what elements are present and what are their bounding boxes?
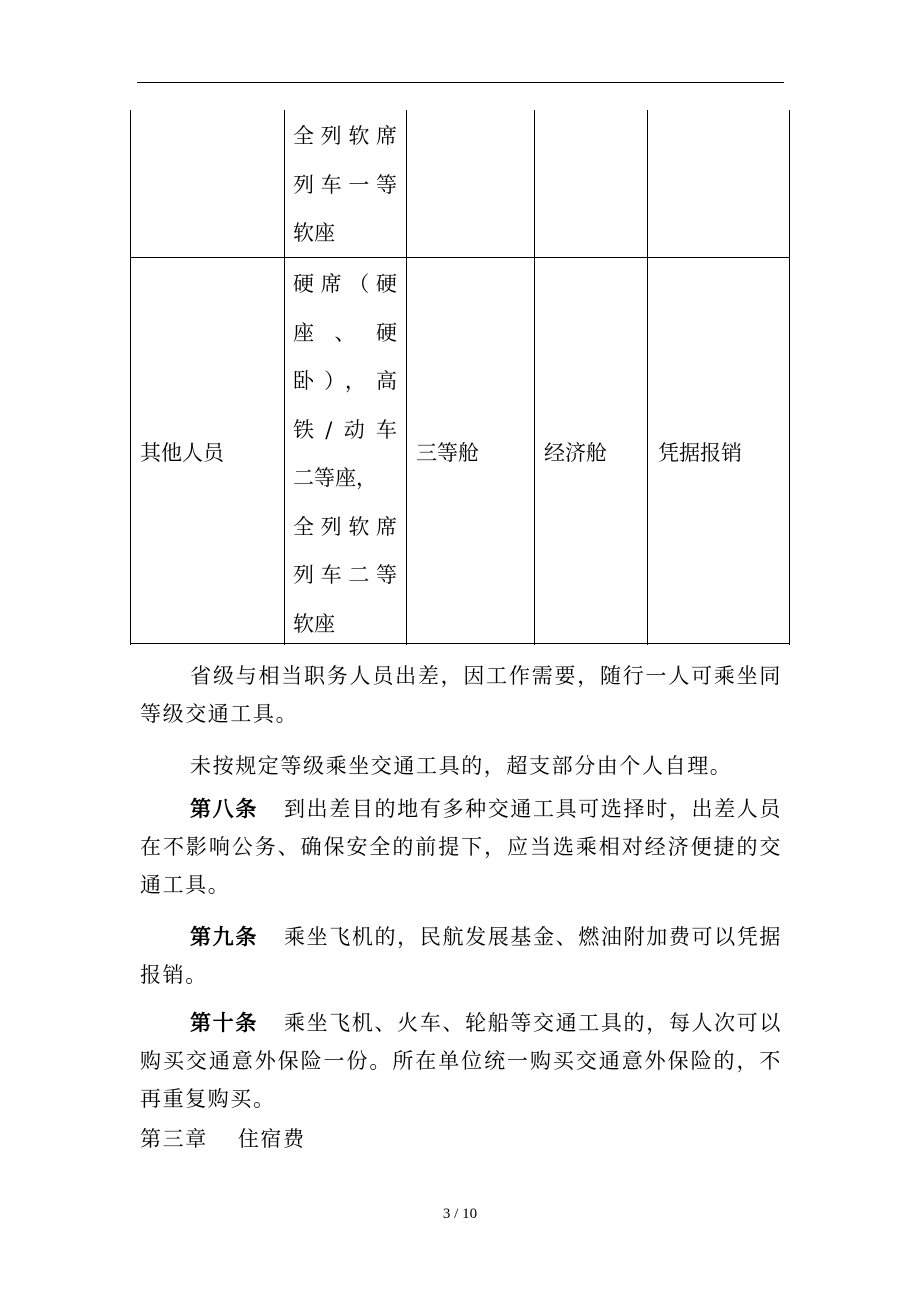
paragraph-text: 乘坐飞机、火车、轮船等交通工具的，每人次可以购买交通意外保险一份。所在单位统一购买交通意外保险的，不再重复购买。 <box>140 1011 782 1111</box>
table-cell-line: 二等座， <box>293 466 377 490</box>
table-cell-line: 全列软席 <box>293 514 397 539</box>
transport-standard-table <box>130 110 790 645</box>
article-heading: 第九条 <box>190 924 258 949</box>
table-border-right <box>789 110 790 645</box>
table-cell-plane: 经济舱 <box>544 441 607 465</box>
table-cell-line: 软座 <box>293 221 335 245</box>
table-cell-line: 列车一等 <box>293 172 397 197</box>
table-cell-line: 全列软席 <box>293 124 397 148</box>
paragraph-text: 省级与相当职务人员出差，因工作需要，随行一人可乘坐同等级交通工具。 <box>140 664 782 726</box>
paragraph <box>140 657 782 733</box>
table-border-bottom <box>130 643 790 644</box>
table-cell-line: 软座 <box>293 611 335 636</box>
table-cell-other: 凭据报销 <box>658 441 742 465</box>
table-row-divider <box>130 257 790 258</box>
article-10 <box>140 1004 782 1118</box>
table-cell-line: 列车二等 <box>293 563 397 587</box>
chapter-heading <box>140 1123 306 1153</box>
table-cell-line: 卧），高 <box>293 369 397 393</box>
table-cell-train-second-class <box>293 260 397 648</box>
article-heading: 第八条 <box>190 796 258 821</box>
paragraph-text: 到出差目的地有多种交通工具可选择时，出差人员在不影响公务、确保安全的前提下，应当选乘相对经济便捷的交通工具。 <box>140 797 782 897</box>
paragraph <box>140 747 782 785</box>
table-cell-ship: 三等舱 <box>416 441 479 465</box>
paragraph-text: 乘坐飞机的，民航发展基金、燃油附加费可以凭据报销。 <box>140 925 782 987</box>
table-col-divider <box>534 110 535 645</box>
article-9 <box>140 918 782 994</box>
chapter-title: 住宿费 <box>237 1127 306 1151</box>
table-cell-train-first-class <box>293 112 397 258</box>
page-number: 3 / 10 <box>442 1206 478 1222</box>
table-cell-role: 其他人员 <box>140 441 224 465</box>
table-cell-line: 硬席（硬 <box>293 272 397 296</box>
header-rule <box>137 82 784 83</box>
paragraph-text: 未按规定等级乘坐交通工具的，超支部分由个人自理。 <box>190 754 733 778</box>
table-col-divider <box>284 110 285 645</box>
article-heading: 第十条 <box>190 1010 258 1035</box>
table-col-divider <box>406 110 407 645</box>
table-border-left <box>130 110 131 645</box>
article-8 <box>140 790 782 904</box>
table-col-divider <box>647 110 648 645</box>
chapter-number: 第三章 <box>140 1127 208 1151</box>
table-cell-line: 铁/动车 <box>293 417 397 442</box>
table-cell-line: 座 、 硬 <box>293 320 397 345</box>
